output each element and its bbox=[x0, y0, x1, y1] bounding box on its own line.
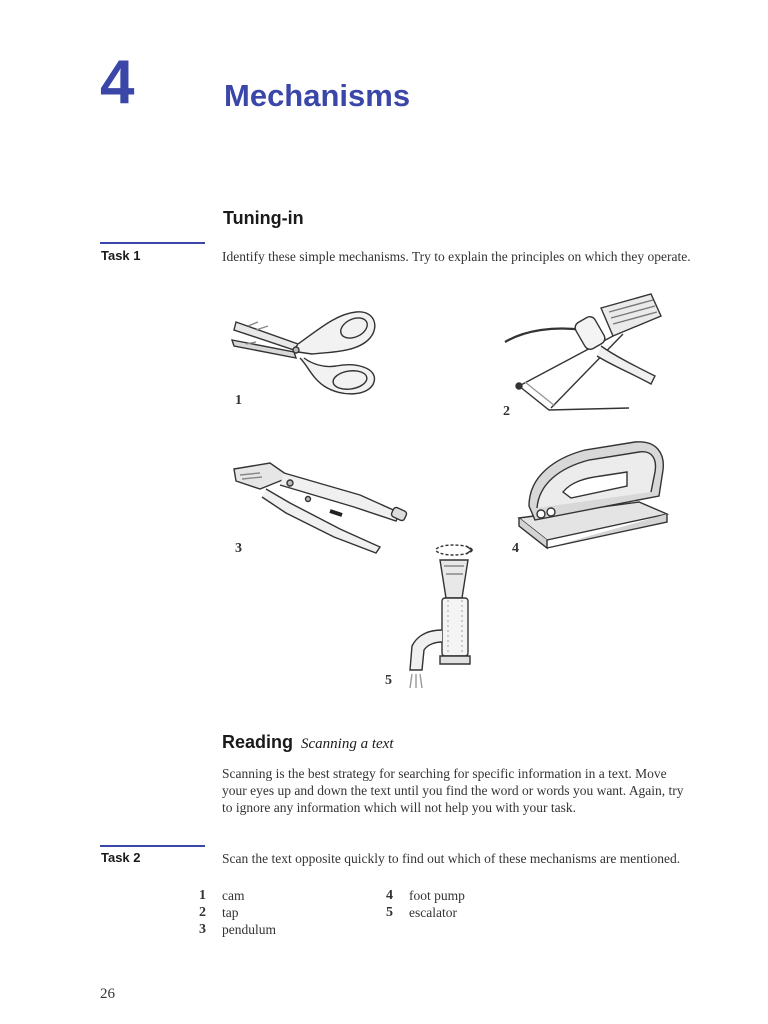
list-item-number: 4 bbox=[386, 888, 393, 903]
section-heading-reading bbox=[222, 733, 394, 752]
task2-rule bbox=[100, 845, 205, 847]
task1-rule bbox=[100, 242, 205, 244]
locking-pliers-icon bbox=[230, 455, 420, 555]
list-item-number: 1 bbox=[199, 888, 206, 903]
reading-paragraph: Scanning is the best strategy for searching for specific information in a text. Move your eyes up and down the text until you find the word or words you want. Again, try to ignore any information which will not help you with your task. bbox=[222, 766, 684, 815]
list-item-text: foot pump bbox=[409, 888, 465, 903]
figure-5-number: 5 bbox=[385, 673, 392, 688]
chapter-number: 4 bbox=[100, 48, 135, 117]
foot-pump-icon bbox=[505, 290, 665, 420]
hole-punch-icon bbox=[515, 436, 675, 556]
figure-4-number: 4 bbox=[512, 541, 519, 556]
scissors-icon bbox=[228, 300, 388, 410]
task1-label: Task 1 bbox=[101, 248, 141, 263]
list-item-number: 5 bbox=[386, 905, 393, 920]
list-item-text: pendulum bbox=[222, 922, 276, 937]
tap-icon bbox=[400, 540, 490, 690]
figure-1-number: 1 bbox=[235, 393, 242, 408]
task1-instruction: Identify these simple mechanisms. Try to explain the principles on which they operate. bbox=[222, 249, 691, 264]
page-number: 26 bbox=[100, 986, 115, 1002]
list-item-number: 3 bbox=[199, 922, 206, 937]
list-item-text: cam bbox=[222, 888, 245, 903]
reading-subheading: Scanning a text bbox=[301, 736, 394, 752]
list-item-text: tap bbox=[222, 905, 239, 920]
chapter-title: Mechanisms bbox=[224, 78, 411, 113]
task2-label: Task 2 bbox=[101, 850, 141, 865]
section-heading-tuning-in: Tuning-in bbox=[223, 208, 304, 228]
figure-3-number: 3 bbox=[235, 541, 242, 556]
list-item-number: 2 bbox=[199, 905, 206, 920]
task2-instruction: Scan the text opposite quickly to find out which of these mechanisms are mentioned. bbox=[222, 851, 681, 866]
list-item-text: escalator bbox=[409, 905, 457, 920]
figure-2-number: 2 bbox=[503, 404, 510, 419]
reading-heading: Reading bbox=[222, 732, 294, 752]
